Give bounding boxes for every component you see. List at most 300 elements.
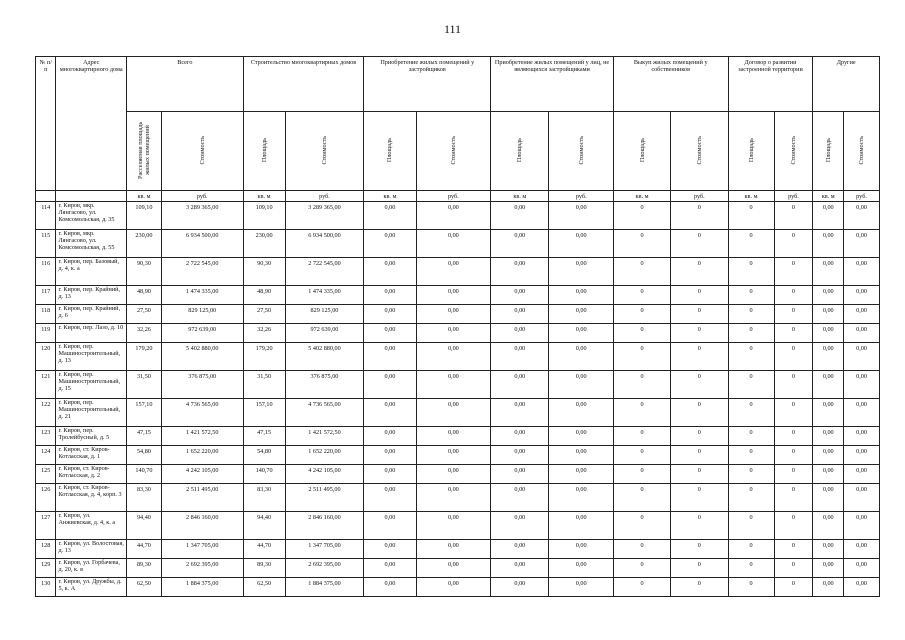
row-value-cell: 0,00 xyxy=(549,202,613,230)
row-value-cell: 0,00 xyxy=(364,484,416,512)
row-value-cell: 0 xyxy=(728,559,774,578)
row-value-cell: 972 639,00 xyxy=(285,324,364,343)
row-value-cell: 0,00 xyxy=(844,202,880,230)
subheader-cost: Стоимость xyxy=(161,112,243,191)
table-row xyxy=(36,465,880,484)
row-value-cell: 0,00 xyxy=(416,258,491,286)
row-value-cell: 1 474 335,00 xyxy=(161,286,243,305)
row-value-cell: 0,00 xyxy=(549,343,613,371)
row-value-cell: 0,00 xyxy=(549,371,613,399)
row-number: 124 xyxy=(36,446,56,465)
row-value-cell: 0 xyxy=(613,399,670,427)
row-value-cell: 47,15 xyxy=(243,427,285,446)
row-number: 128 xyxy=(36,540,56,559)
row-value-cell: 0,00 xyxy=(813,258,844,286)
row-value-cell: 109,10 xyxy=(243,202,285,230)
row-value-cell: 0 xyxy=(774,484,813,512)
header-buyout-owners: Выкуп жилых помещений у собственников xyxy=(613,57,728,112)
row-value-cell: 0 xyxy=(774,540,813,559)
row-value-cell: 0 xyxy=(774,446,813,465)
row-value-cell: 0 xyxy=(671,512,728,540)
row-value-cell: 0,00 xyxy=(813,305,844,324)
row-value-cell: 0,00 xyxy=(844,512,880,540)
row-value-cell: 0 xyxy=(671,202,728,230)
row-value-cell: 140,70 xyxy=(243,465,285,484)
row-value-cell: 54,80 xyxy=(127,446,162,465)
row-value-cell: 0,00 xyxy=(416,399,491,427)
row-value-cell: 0 xyxy=(774,399,813,427)
row-value-cell: 0,00 xyxy=(549,465,613,484)
row-value-cell: 2 692 395,00 xyxy=(285,559,364,578)
row-address: г. Киров, пер. Машиностроительный, д. 15 xyxy=(56,371,127,399)
row-value-cell: 0,00 xyxy=(844,559,880,578)
row-value-cell: 0,00 xyxy=(491,512,549,540)
row-value-cell: 0,00 xyxy=(813,371,844,399)
unit-rub: руб. xyxy=(161,191,243,202)
row-value-cell: 0,00 xyxy=(844,305,880,324)
row-value-cell: 4 736 565,00 xyxy=(161,399,243,427)
row-value-cell: 0 xyxy=(671,286,728,305)
row-value-cell: 0,00 xyxy=(491,202,549,230)
row-value-cell: 0,00 xyxy=(549,540,613,559)
row-value-cell: 2 511 495,00 xyxy=(161,484,243,512)
row-value-cell: 0,00 xyxy=(364,512,416,540)
unit-rub: руб. xyxy=(844,191,880,202)
row-number: 125 xyxy=(36,465,56,484)
row-number: 118 xyxy=(36,305,56,324)
unit-sqm: кв. м xyxy=(364,191,416,202)
row-address: г. Киров, пер. Базовый, д. 4, к. а xyxy=(56,258,127,286)
row-value-cell: 0,00 xyxy=(416,371,491,399)
row-value-cell: 1 652 220,00 xyxy=(285,446,364,465)
row-value-cell: 0 xyxy=(671,258,728,286)
row-value-cell: 0,00 xyxy=(364,286,416,305)
row-value-cell: 0 xyxy=(613,559,670,578)
row-value-cell: 0,00 xyxy=(813,540,844,559)
table-row xyxy=(36,305,880,324)
row-value-cell: 89,30 xyxy=(243,559,285,578)
row-address: г. Киров, пер. Крайний, д. 13 xyxy=(56,286,127,305)
row-value-cell: 0 xyxy=(774,343,813,371)
table-row xyxy=(36,324,880,343)
row-value-cell: 0 xyxy=(613,305,670,324)
row-value-cell: 0 xyxy=(728,578,774,597)
row-value-cell: 90,30 xyxy=(127,258,162,286)
row-value-cell: 0,00 xyxy=(844,399,880,427)
unit-cell xyxy=(36,191,56,202)
row-value-cell: 0 xyxy=(728,399,774,427)
row-value-cell: 0,00 xyxy=(491,484,549,512)
unit-cell xyxy=(56,191,127,202)
row-value-cell: 2 511 495,00 xyxy=(285,484,364,512)
table-row xyxy=(36,540,880,559)
row-value-cell: 0 xyxy=(728,324,774,343)
row-number: 123 xyxy=(36,427,56,446)
row-value-cell: 0 xyxy=(774,324,813,343)
row-number: 127 xyxy=(36,512,56,540)
row-value-cell: 1 347 705,00 xyxy=(285,540,364,559)
row-value-cell: 1 884 375,00 xyxy=(285,578,364,597)
row-value-cell: 0,00 xyxy=(549,324,613,343)
table-row xyxy=(36,446,880,465)
unit-sqm: кв. м xyxy=(243,191,285,202)
row-value-cell: 0,00 xyxy=(844,427,880,446)
row-value-cell: 0,00 xyxy=(364,427,416,446)
row-value-cell: 0,00 xyxy=(549,559,613,578)
row-value-cell: 4 242 105,00 xyxy=(285,465,364,484)
row-value-cell: 0 xyxy=(671,399,728,427)
row-value-cell: 0,00 xyxy=(549,512,613,540)
row-value-cell: 0 xyxy=(774,305,813,324)
subheader-area: Площадь xyxy=(613,112,670,191)
row-number: 129 xyxy=(36,559,56,578)
row-value-cell: 32,26 xyxy=(243,324,285,343)
row-value-cell: 0 xyxy=(728,202,774,230)
row-address: г. Киров, пер. Тролейбусный, д. 5 xyxy=(56,427,127,446)
row-value-cell: 0 xyxy=(774,465,813,484)
row-address: г. Киров, пер. Крайний, д. 6 xyxy=(56,305,127,324)
row-value-cell: 62,50 xyxy=(127,578,162,597)
row-value-cell: 0 xyxy=(613,578,670,597)
row-value-cell: 5 402 880,00 xyxy=(161,343,243,371)
row-value-cell: 0,00 xyxy=(813,427,844,446)
row-value-cell: 27,50 xyxy=(243,305,285,324)
row-value-cell: 0,00 xyxy=(364,446,416,465)
row-value-cell: 0 xyxy=(728,465,774,484)
row-value-cell: 0 xyxy=(613,446,670,465)
row-value-cell: 3 289 365,00 xyxy=(161,202,243,230)
unit-sqm: кв. м xyxy=(813,191,844,202)
table-row xyxy=(36,399,880,427)
row-value-cell: 0 xyxy=(728,343,774,371)
row-value-cell: 0,00 xyxy=(364,559,416,578)
row-address: г. Киров, ст. Киров-Котласская, д. 4, корп. 3 xyxy=(56,484,127,512)
row-number: 120 xyxy=(36,343,56,371)
row-value-cell: 1 421 572,50 xyxy=(285,427,364,446)
table-row xyxy=(36,371,880,399)
subheader-cost: Стоимость xyxy=(671,112,728,191)
row-value-cell: 0,00 xyxy=(416,202,491,230)
header-purchase-developers: Приобретение жилых помещений у застройщиков xyxy=(364,57,491,112)
row-value-cell: 0,00 xyxy=(813,324,844,343)
row-value-cell: 0,00 xyxy=(416,343,491,371)
row-value-cell: 0 xyxy=(774,230,813,258)
row-value-cell: 0 xyxy=(774,512,813,540)
row-value-cell: 89,30 xyxy=(127,559,162,578)
table-body xyxy=(36,202,880,597)
subheader-cost: Стоимость xyxy=(844,112,880,191)
row-value-cell: 0 xyxy=(774,578,813,597)
row-address: г. Киров, мкр. Лянгасово, ул. Комсомольская, д. 55 xyxy=(56,230,127,258)
table-row xyxy=(36,512,880,540)
row-value-cell: 0 xyxy=(613,286,670,305)
row-value-cell: 0,00 xyxy=(491,343,549,371)
table-row xyxy=(36,202,880,230)
row-value-cell: 0,00 xyxy=(416,427,491,446)
row-value-cell: 0,00 xyxy=(549,230,613,258)
page-number: 111 xyxy=(443,22,462,36)
row-value-cell: 0,00 xyxy=(416,484,491,512)
row-value-cell: 0,00 xyxy=(813,343,844,371)
row-value-cell: 829 125,00 xyxy=(285,305,364,324)
unit-sqm: кв. м xyxy=(127,191,162,202)
row-value-cell: 0,00 xyxy=(844,540,880,559)
row-value-cell: 1 884 375,00 xyxy=(161,578,243,597)
row-value-cell: 2 722 545,00 xyxy=(285,258,364,286)
row-value-cell: 0,00 xyxy=(364,305,416,324)
row-value-cell: 0,00 xyxy=(416,465,491,484)
row-value-cell: 32,26 xyxy=(127,324,162,343)
row-value-cell: 2 846 160,00 xyxy=(285,512,364,540)
row-value-cell: 0,00 xyxy=(813,512,844,540)
header-total: Всего xyxy=(127,57,244,112)
row-value-cell: 0 xyxy=(728,512,774,540)
row-value-cell: 0 xyxy=(774,286,813,305)
row-value-cell: 140,70 xyxy=(127,465,162,484)
row-value-cell: 0 xyxy=(671,578,728,597)
row-value-cell: 44,70 xyxy=(243,540,285,559)
row-address: г. Киров, пер. Лазо, д. 10 xyxy=(56,324,127,343)
row-address: г. Киров, пер. Машиностроительный, д. 21 xyxy=(56,399,127,427)
row-value-cell: 230,00 xyxy=(243,230,285,258)
row-value-cell: 54,80 xyxy=(243,446,285,465)
row-value-cell: 0,00 xyxy=(813,399,844,427)
row-value-cell: 0,00 xyxy=(416,305,491,324)
subheader-cost: Стоимость xyxy=(285,112,364,191)
row-value-cell: 0 xyxy=(728,258,774,286)
row-value-cell: 0 xyxy=(613,484,670,512)
row-address: г. Киров, ст. Киров-Котласская, д. 1 xyxy=(56,446,127,465)
row-value-cell: 0,00 xyxy=(549,305,613,324)
row-value-cell: 0 xyxy=(671,540,728,559)
row-value-cell: 0 xyxy=(671,465,728,484)
row-value-cell: 0 xyxy=(671,230,728,258)
row-value-cell: 0,00 xyxy=(813,230,844,258)
row-value-cell: 83,30 xyxy=(127,484,162,512)
header-construction: Строительство многоквартирных домов xyxy=(243,57,364,112)
row-value-cell: 0,00 xyxy=(491,286,549,305)
row-value-cell: 0,00 xyxy=(416,230,491,258)
row-value-cell: 0,00 xyxy=(491,578,549,597)
row-value-cell: 83,30 xyxy=(243,484,285,512)
table-row xyxy=(36,427,880,446)
row-value-cell: 0,00 xyxy=(491,324,549,343)
row-value-cell: 0 xyxy=(613,427,670,446)
row-value-cell: 0,00 xyxy=(364,465,416,484)
row-value-cell: 0 xyxy=(613,324,670,343)
subheader-area: Площадь xyxy=(243,112,285,191)
row-address: г. Киров, пер. Машиностроительный, д. 13 xyxy=(56,343,127,371)
row-value-cell: 0,00 xyxy=(416,540,491,559)
unit-sqm: кв. м xyxy=(491,191,549,202)
row-value-cell: 0,00 xyxy=(491,540,549,559)
row-value-cell: 829 125,00 xyxy=(161,305,243,324)
row-value-cell: 0 xyxy=(613,512,670,540)
row-value-cell: 0 xyxy=(728,286,774,305)
row-value-cell: 5 402 880,00 xyxy=(285,343,364,371)
row-value-cell: 0,00 xyxy=(549,427,613,446)
row-value-cell: 0,00 xyxy=(364,324,416,343)
row-value-cell: 0,00 xyxy=(416,324,491,343)
unit-sqm: кв. м xyxy=(613,191,670,202)
row-value-cell: 0 xyxy=(613,371,670,399)
row-value-cell: 31,50 xyxy=(127,371,162,399)
row-value-cell: 0,00 xyxy=(364,399,416,427)
row-value-cell: 31,50 xyxy=(243,371,285,399)
row-value-cell: 0 xyxy=(613,540,670,559)
row-value-cell: 0,00 xyxy=(549,578,613,597)
subheader-cost: Стоимость xyxy=(416,112,491,191)
row-value-cell: 0,00 xyxy=(491,559,549,578)
row-value-cell: 2 722 545,00 xyxy=(161,258,243,286)
row-value-cell: 0,00 xyxy=(491,371,549,399)
row-value-cell: 0,00 xyxy=(364,258,416,286)
row-value-cell: 0,00 xyxy=(813,202,844,230)
subheader-area: Площадь xyxy=(813,112,844,191)
row-value-cell: 1 474 335,00 xyxy=(285,286,364,305)
row-number: 126 xyxy=(36,484,56,512)
table-row xyxy=(36,230,880,258)
table-row xyxy=(36,258,880,286)
row-value-cell: 0,00 xyxy=(416,446,491,465)
row-value-cell: 48,90 xyxy=(127,286,162,305)
row-value-cell: 179,20 xyxy=(127,343,162,371)
header-territory-agreement: Договор о развитии застроенной территории xyxy=(728,57,813,112)
row-value-cell: 0 xyxy=(671,427,728,446)
row-value-cell: 0 xyxy=(671,324,728,343)
row-value-cell: 0 xyxy=(774,427,813,446)
row-value-cell: 0,00 xyxy=(491,427,549,446)
row-value-cell: 0 xyxy=(728,427,774,446)
row-value-cell: 376 875,00 xyxy=(285,371,364,399)
row-value-cell: 0,00 xyxy=(813,578,844,597)
resettlement-table xyxy=(35,56,880,597)
row-value-cell: 0,00 xyxy=(364,578,416,597)
row-address: г. Киров, ул. Волостовая, д. 13 xyxy=(56,540,127,559)
row-value-cell: 0,00 xyxy=(491,305,549,324)
row-value-cell: 0,00 xyxy=(364,540,416,559)
subheader-area: Площадь xyxy=(728,112,774,191)
unit-rub: руб. xyxy=(774,191,813,202)
row-value-cell: 6 934 500,00 xyxy=(161,230,243,258)
table-row xyxy=(36,343,880,371)
row-value-cell: 0 xyxy=(774,258,813,286)
row-value-cell: 94,40 xyxy=(243,512,285,540)
unit-rub: руб. xyxy=(285,191,364,202)
row-address: г. Киров, ул. Горбачева, д. 20, к. в xyxy=(56,559,127,578)
row-value-cell: 2 692 395,00 xyxy=(161,559,243,578)
unit-rub: руб. xyxy=(549,191,613,202)
table-row xyxy=(36,578,880,597)
row-value-cell: 0,00 xyxy=(364,371,416,399)
row-value-cell: 0,00 xyxy=(549,484,613,512)
row-value-cell: 0,00 xyxy=(844,484,880,512)
row-value-cell: 0,00 xyxy=(364,230,416,258)
row-value-cell: 0 xyxy=(671,371,728,399)
unit-rub: руб. xyxy=(671,191,728,202)
row-value-cell: 0,00 xyxy=(813,465,844,484)
header-no: № п/п xyxy=(36,57,56,191)
row-value-cell: 0 xyxy=(671,446,728,465)
row-value-cell: 0,00 xyxy=(844,371,880,399)
row-value-cell: 0 xyxy=(728,540,774,559)
unit-sqm: кв. м xyxy=(728,191,774,202)
subheader-area: Площадь xyxy=(491,112,549,191)
row-value-cell: 109,10 xyxy=(127,202,162,230)
row-value-cell: 44,70 xyxy=(127,540,162,559)
table-row xyxy=(36,286,880,305)
row-value-cell: 0 xyxy=(728,446,774,465)
row-value-cell: 0,00 xyxy=(813,559,844,578)
row-value-cell: 230,00 xyxy=(127,230,162,258)
row-value-cell: 0 xyxy=(671,343,728,371)
row-value-cell: 1 421 572,50 xyxy=(161,427,243,446)
row-value-cell: 0,00 xyxy=(844,446,880,465)
header-other: Другие xyxy=(813,57,880,112)
row-value-cell: 376 875,00 xyxy=(161,371,243,399)
row-number: 115 xyxy=(36,230,56,258)
row-value-cell: 62,50 xyxy=(243,578,285,597)
row-value-cell: 0,00 xyxy=(813,286,844,305)
row-value-cell: 0,00 xyxy=(491,465,549,484)
row-value-cell: 0 xyxy=(613,343,670,371)
row-value-cell: 0 xyxy=(774,559,813,578)
subheader-cost: Стоимость xyxy=(549,112,613,191)
unit-rub: руб. xyxy=(416,191,491,202)
row-value-cell: 0,00 xyxy=(844,324,880,343)
row-number: 121 xyxy=(36,371,56,399)
row-value-cell: 1 652 220,00 xyxy=(161,446,243,465)
subheader-area: Площадь xyxy=(364,112,416,191)
row-value-cell: 4 242 105,00 xyxy=(161,465,243,484)
row-value-cell: 0,00 xyxy=(549,258,613,286)
row-value-cell: 0 xyxy=(613,258,670,286)
row-value-cell: 48,90 xyxy=(243,286,285,305)
row-address: г. Киров, ул. Анжиевская, д. 4, к. а xyxy=(56,512,127,540)
row-address: г. Киров, мкр. Лянгасово, ул. Комсомольская, д. 35 xyxy=(56,202,127,230)
row-value-cell: 6 934 500,00 xyxy=(285,230,364,258)
row-value-cell: 47,15 xyxy=(127,427,162,446)
row-value-cell: 157,10 xyxy=(127,399,162,427)
row-value-cell: 0,00 xyxy=(549,399,613,427)
row-value-cell: 0 xyxy=(613,230,670,258)
row-value-cell: 972 639,00 xyxy=(161,324,243,343)
row-number: 116 xyxy=(36,258,56,286)
row-value-cell: 0 xyxy=(671,305,728,324)
row-value-cell: 27,50 xyxy=(127,305,162,324)
row-value-cell: 0,00 xyxy=(844,578,880,597)
header-address: Адрес многоквартирного дома xyxy=(56,57,127,191)
row-value-cell: 0,00 xyxy=(549,286,613,305)
subheader-cost: Стоимость xyxy=(774,112,813,191)
row-value-cell: 1 347 705,00 xyxy=(161,540,243,559)
row-value-cell: 0 xyxy=(671,559,728,578)
row-value-cell: 0,00 xyxy=(491,230,549,258)
row-value-cell: 0,00 xyxy=(549,446,613,465)
row-value-cell: 0 xyxy=(613,465,670,484)
table-row xyxy=(36,559,880,578)
table-row xyxy=(36,484,880,512)
row-address: г. Киров, ул. Дружбы, д. 5, к. А xyxy=(56,578,127,597)
row-value-cell: 0,00 xyxy=(364,343,416,371)
row-value-cell: 0 xyxy=(728,230,774,258)
row-value-cell: 0,00 xyxy=(416,559,491,578)
row-value-cell: 0 xyxy=(613,202,670,230)
row-value-cell: 0,00 xyxy=(813,446,844,465)
row-value-cell: 0 xyxy=(671,484,728,512)
subheader-settled-area: Расселяемая площадь жилых помещений xyxy=(127,112,162,191)
row-number: 114 xyxy=(36,202,56,230)
